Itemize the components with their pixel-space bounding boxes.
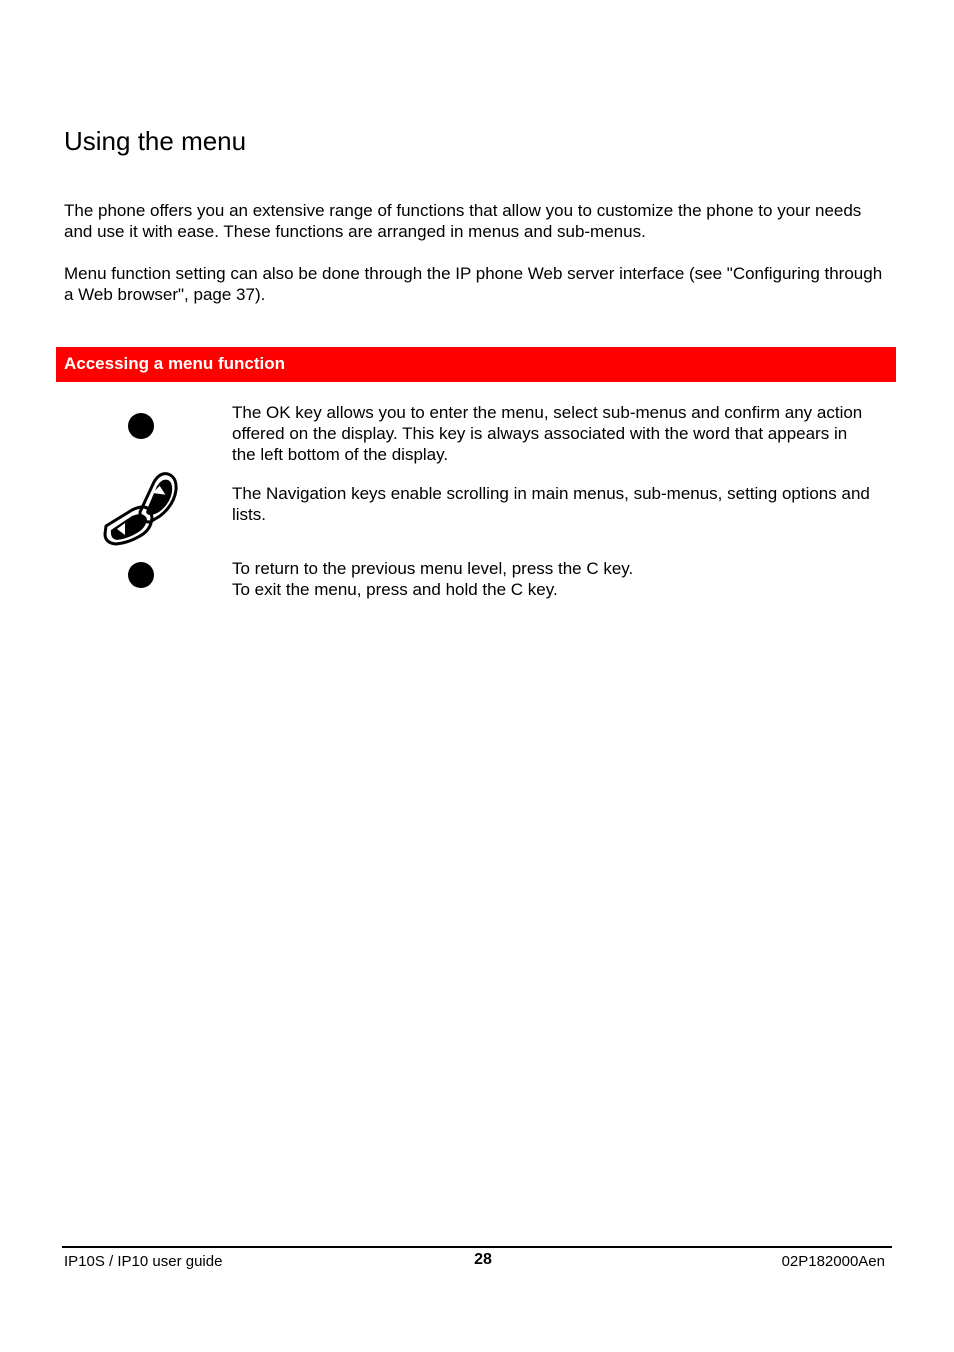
c-key-description-line-2: To exit the menu, press and hold the C key. — [232, 580, 558, 599]
ok-key-description: The OK key allows you to enter the menu, select sub-menus and confirm any action offered on the display. This key is always associated with the word that appears in the left bottom of the display. — [232, 403, 863, 464]
footer-document-code: 02P182000Aen — [781, 1253, 885, 1270]
footer-document-title: IP10S / IP10 user guide — [64, 1253, 223, 1270]
navigation-keys-icon — [102, 470, 180, 548]
ok-key-icon — [127, 412, 155, 440]
section-title: Accessing a menu function — [64, 354, 286, 373]
section-header-bar — [56, 347, 896, 382]
intro-paragraph-2: Menu function setting can also be done through the IP phone Web server interface (see "Configuring through a Web browser", page 37). — [64, 264, 883, 304]
intro-paragraph-1: The phone offers you an extensive range of functions that allow you to customize the phone to your needs and use it with ease. These functions are arranged in menus and sub-menus. — [64, 201, 862, 241]
footer-divider — [62, 1246, 892, 1248]
footer-page-number: 28 — [474, 1251, 492, 1268]
c-key-description-line-1: To return to the previous menu level, press the C key. — [232, 559, 634, 578]
page-title: Using the menu — [64, 126, 247, 156]
c-key-icon — [127, 561, 155, 589]
navigation-keys-description: The Navigation keys enable scrolling in main menus, sub-menus, setting options and lists. — [232, 484, 870, 524]
